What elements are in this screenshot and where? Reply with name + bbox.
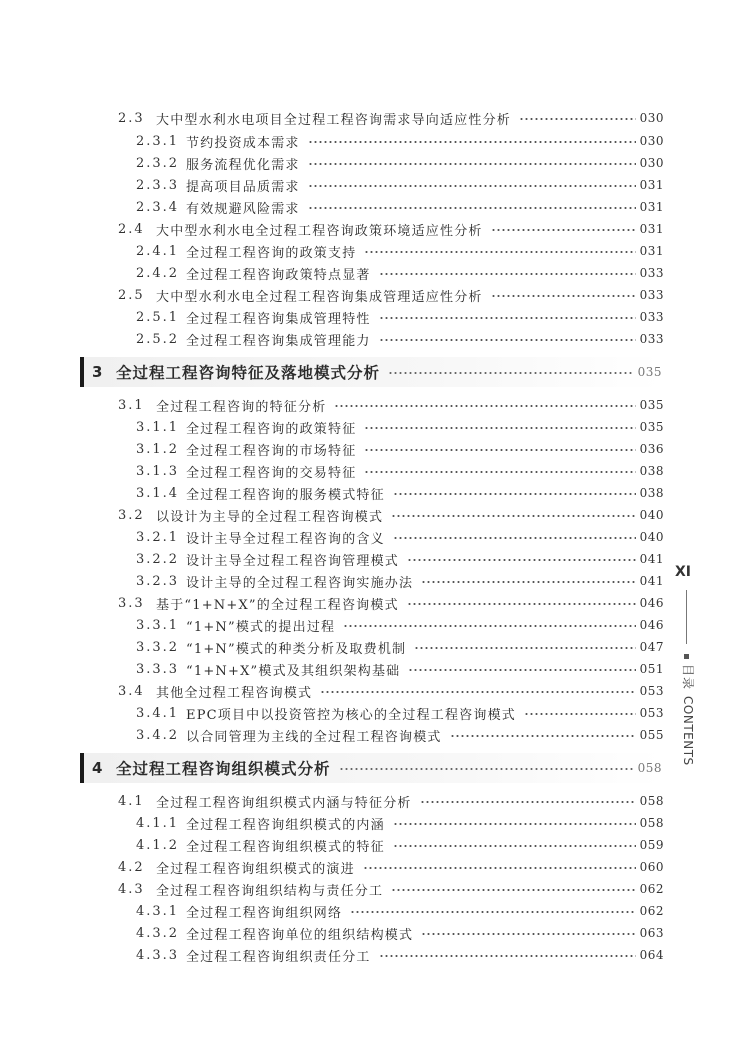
toc-entry-3-1-3[interactable] [136,461,664,481]
entry-number: 2.4 [118,221,145,237]
side-divider [686,590,687,644]
dot-leader [421,933,635,935]
dot-leader [393,823,636,825]
entry-number: 2.5.1 [136,309,180,325]
entry-title: 全过程工程咨询集成管理特性 [186,311,371,327]
entry-title: 全过程工程咨询的政策支持 [186,245,357,261]
dot-leader [308,207,636,209]
toc-entry-3-4-1[interactable] [136,703,664,723]
toc-entry-2-3[interactable] [118,108,664,128]
toc-entry-2-3-1[interactable] [136,131,664,151]
entry-page: 064 [639,948,664,962]
entry-title: 以合同管理为主线的全过程工程咨询模式 [186,729,442,745]
entry-number: 3.1 [118,397,145,413]
toc-entry-2-3-3[interactable] [136,175,664,195]
entry-number: 2.4.2 [136,265,180,281]
toc-entry-3-4-2[interactable] [136,725,664,745]
dot-leader [343,625,635,627]
entry-title: 全过程工程咨询组织模式内涵与特征分析 [156,795,412,811]
entry-title: 提高项目品质需求 [186,179,300,195]
dot-leader [524,713,636,715]
toc-chapter-4[interactable] [80,753,662,783]
entry-page: 030 [639,156,664,170]
entry-page: 041 [639,552,664,566]
entry-title: 服务流程优化需求 [186,157,300,173]
entry-page: 031 [639,178,664,192]
dot-leader [491,229,636,231]
chapter-page: 035 [637,365,662,379]
toc-entry-3-2-2[interactable] [136,549,664,569]
entry-page: 031 [639,244,664,258]
toc-entry-3-3-1[interactable] [136,615,664,635]
toc-entry-3-3[interactable] [118,593,664,613]
entry-page: 035 [639,420,664,434]
toc-entry-3-1[interactable] [118,395,664,415]
toc-entry-2-3-2[interactable] [136,153,664,173]
entry-number: 4.3 [118,881,145,897]
entry-number: 3.1.2 [136,441,180,457]
entry-number: 2.3.2 [136,155,180,171]
entry-number: 3.2.2 [136,551,180,567]
entry-number: 2.3.1 [136,133,180,149]
entry-number: 2.3 [118,110,145,126]
dot-leader [388,372,634,374]
entry-number: 3.1.1 [136,419,180,435]
dot-leader [407,559,636,561]
entry-title: 大中型水利水电项目全过程工程咨询需求导向适应性分析 [156,112,512,128]
entry-page: 060 [639,860,664,874]
toc-entry-3-1-2[interactable] [136,439,664,459]
dot-leader [407,603,636,605]
entry-title: 全过程工程咨询的政策特征 [186,421,357,437]
chapter-number: 4 [92,759,103,777]
dot-leader [519,118,636,120]
entry-number: 2.3.3 [136,177,180,193]
entry-title: 全过程工程咨询集成管理能力 [186,333,371,349]
dot-leader [308,163,636,165]
dot-leader [391,889,635,891]
chapter-title: 全过程工程咨询组织模式分析 [116,760,331,778]
entry-page: 053 [639,684,664,698]
toc-entry-2-5-1[interactable] [136,307,664,327]
entry-title: 全过程工程咨询单位的组织结构模式 [186,927,414,943]
entry-number: 4.3.3 [136,947,180,963]
dot-leader [339,768,634,770]
entry-page: 031 [639,222,664,236]
entry-title: “1+N”模式的提出过程 [186,619,336,635]
entry-number: 3.4.2 [136,727,180,743]
dot-leader [364,449,635,451]
dot-leader [393,537,636,539]
chapter-number: 3 [92,363,103,381]
toc-entry-2-5-2[interactable] [136,329,664,349]
entry-title: 全过程工程咨询组织模式的特征 [186,839,385,855]
entry-page: 051 [639,662,664,676]
dot-leader [393,493,636,495]
toc-entry-4-1-1[interactable] [136,813,664,833]
entry-page: 030 [639,111,664,125]
entry-number: 3.4 [118,683,145,699]
entry-number: 3.1.3 [136,463,180,479]
entry-page: 036 [639,442,664,456]
toc-entry-2-4[interactable] [118,219,664,239]
entry-number: 2.5 [118,287,145,303]
dot-leader [308,141,636,143]
entry-title: “1+N”模式的种类分析及取费机制 [186,641,407,657]
entry-title: 全过程工程咨询组织模式的演进 [156,861,355,877]
chapter-title: 全过程工程咨询特征及落地模式分析 [116,364,381,382]
entry-title: 以设计为主导的全过程工程咨询模式 [156,509,384,525]
dot-leader [364,427,635,429]
entry-page: 058 [639,816,664,830]
dot-leader [408,669,635,671]
entry-page: 046 [639,618,664,632]
entry-number: 3.2.3 [136,573,180,589]
dot-leader [379,955,636,957]
entry-page: 062 [639,882,664,896]
dot-leader [491,295,636,297]
toc-entry-3-4[interactable] [118,681,664,701]
entry-number: 2.5.2 [136,331,180,347]
entry-page: 046 [639,596,664,610]
entry-page: 059 [639,838,664,852]
section-label [680,664,697,766]
entry-title: 全过程工程咨询组织结构与责任分工 [156,883,384,899]
entry-title: “1+N+X”模式及其组织架构基础 [186,663,401,679]
toc-entry-3-1-1[interactable] [136,417,664,437]
toc-entry-2-4-2[interactable] [136,263,664,283]
entry-page: 035 [639,398,664,412]
entry-number: 3.3.2 [136,639,180,655]
entry-title: 全过程工程咨询政策特点显著 [186,267,371,283]
entry-page: 033 [639,266,664,280]
entry-page: 047 [639,640,664,654]
toc-entry-4-1-2[interactable] [136,835,664,855]
toc-entry-3-2-3[interactable] [136,571,664,591]
toc-entry-4-3-3[interactable] [136,945,664,965]
entry-title: 全过程工程咨询的特征分析 [156,399,327,415]
entry-title: 节约投资成本需求 [186,135,300,151]
entry-number: 3.3.1 [136,617,180,633]
side-tab [672,560,702,766]
dot-leader [420,801,636,803]
entry-page: 040 [639,508,664,522]
entry-title: 全过程工程咨询的服务模式特征 [186,487,385,503]
dot-leader [391,515,635,517]
section-label-en: CONTENTS [681,696,695,766]
entry-number: 3.3.3 [136,661,180,677]
dot-leader [308,185,636,187]
entry-title: 全过程工程咨询的交易特征 [186,465,357,481]
entry-page: 033 [639,310,664,324]
entry-number: 4.3.1 [136,903,180,919]
dot-leader [393,845,636,847]
toc-entry-2-5[interactable] [118,285,664,305]
entry-title: 全过程工程咨询组织网络 [186,905,343,921]
entry-page: 033 [639,288,664,302]
toc-entry-3-3-3[interactable] [136,659,664,679]
dot-leader [320,691,635,693]
entry-page: 031 [639,200,664,214]
toc-entry-4-2[interactable] [118,857,664,877]
entry-page: 055 [639,728,664,742]
dot-leader [379,339,636,341]
entry-number: 4.3.2 [136,925,180,941]
section-label-cn: 目录 [681,664,695,691]
entry-page: 030 [639,134,664,148]
entry-number: 2.3.4 [136,199,180,215]
entry-title: 全过程工程咨询组织责任分工 [186,949,371,965]
entry-page: 062 [639,904,664,918]
entry-title: 全过程工程咨询的市场特征 [186,443,357,459]
entry-title: EPC项目中以投资管控为核心的全过程工程咨询模式 [186,707,516,723]
toc-entry-4-3-1[interactable] [136,901,664,921]
square-bullet-icon [684,654,689,659]
entry-number: 3.4.1 [136,705,180,721]
toc-entry-4-1[interactable] [118,791,664,811]
toc-entry-3-2[interactable] [118,505,664,525]
entry-title: 大中型水利水电全过程工程咨询集成管理适应性分析 [156,289,483,305]
entry-title: 设计主导全过程工程咨询的含义 [186,531,385,547]
entry-page: 038 [639,464,664,478]
toc-entry-4-3[interactable] [118,879,664,899]
dot-leader [334,405,635,407]
entry-number: 3.1.4 [136,485,180,501]
dot-leader [450,735,636,737]
toc-entry-3-1-4[interactable] [136,483,664,503]
entry-number: 2.4.1 [136,243,180,259]
toc-entry-2-3-4[interactable] [136,197,664,217]
entry-number: 4.1.1 [136,815,180,831]
toc-entry-4-3-2[interactable] [136,923,664,943]
entry-title: 有效规避风险需求 [186,201,300,217]
toc-entry-2-4-1[interactable] [136,241,664,261]
dot-leader [421,581,635,583]
toc-entry-3-3-2[interactable] [136,637,664,657]
entry-title: 其他全过程工程咨询模式 [156,685,313,701]
toc-chapter-3[interactable] [80,357,662,387]
entry-title: 全过程工程咨询组织模式的内涵 [186,817,385,833]
dot-leader [414,647,635,649]
dot-leader [379,317,636,319]
entry-title: 大中型水利水电全过程工程咨询政策环境适应性分析 [156,223,483,239]
entry-page: 058 [639,794,664,808]
entry-title: 设计主导全过程工程咨询管理模式 [186,553,400,569]
page-number: XI [675,564,692,580]
dot-leader [363,867,636,869]
entry-number: 4.1.2 [136,837,180,853]
entry-number: 4.2 [118,859,145,875]
entry-page: 053 [639,706,664,720]
entry-number: 3.3 [118,595,145,611]
dot-leader [364,471,635,473]
dot-leader [350,911,635,913]
entry-number: 3.2 [118,507,145,523]
entry-page: 033 [639,332,664,346]
entry-title: 设计主导的全过程工程咨询实施办法 [186,575,414,591]
entry-number: 4.1 [118,793,145,809]
dot-leader [364,251,635,253]
chapter-page: 058 [637,761,662,775]
entry-page: 038 [639,486,664,500]
toc-entry-3-2-1[interactable] [136,527,664,547]
entry-title: 基于“1+N+X”的全过程工程咨询模式 [156,597,399,613]
entry-page: 063 [639,926,664,940]
dot-leader [379,273,636,275]
entry-page: 041 [639,574,664,588]
entry-number: 3.2.1 [136,529,180,545]
entry-page: 040 [639,530,664,544]
